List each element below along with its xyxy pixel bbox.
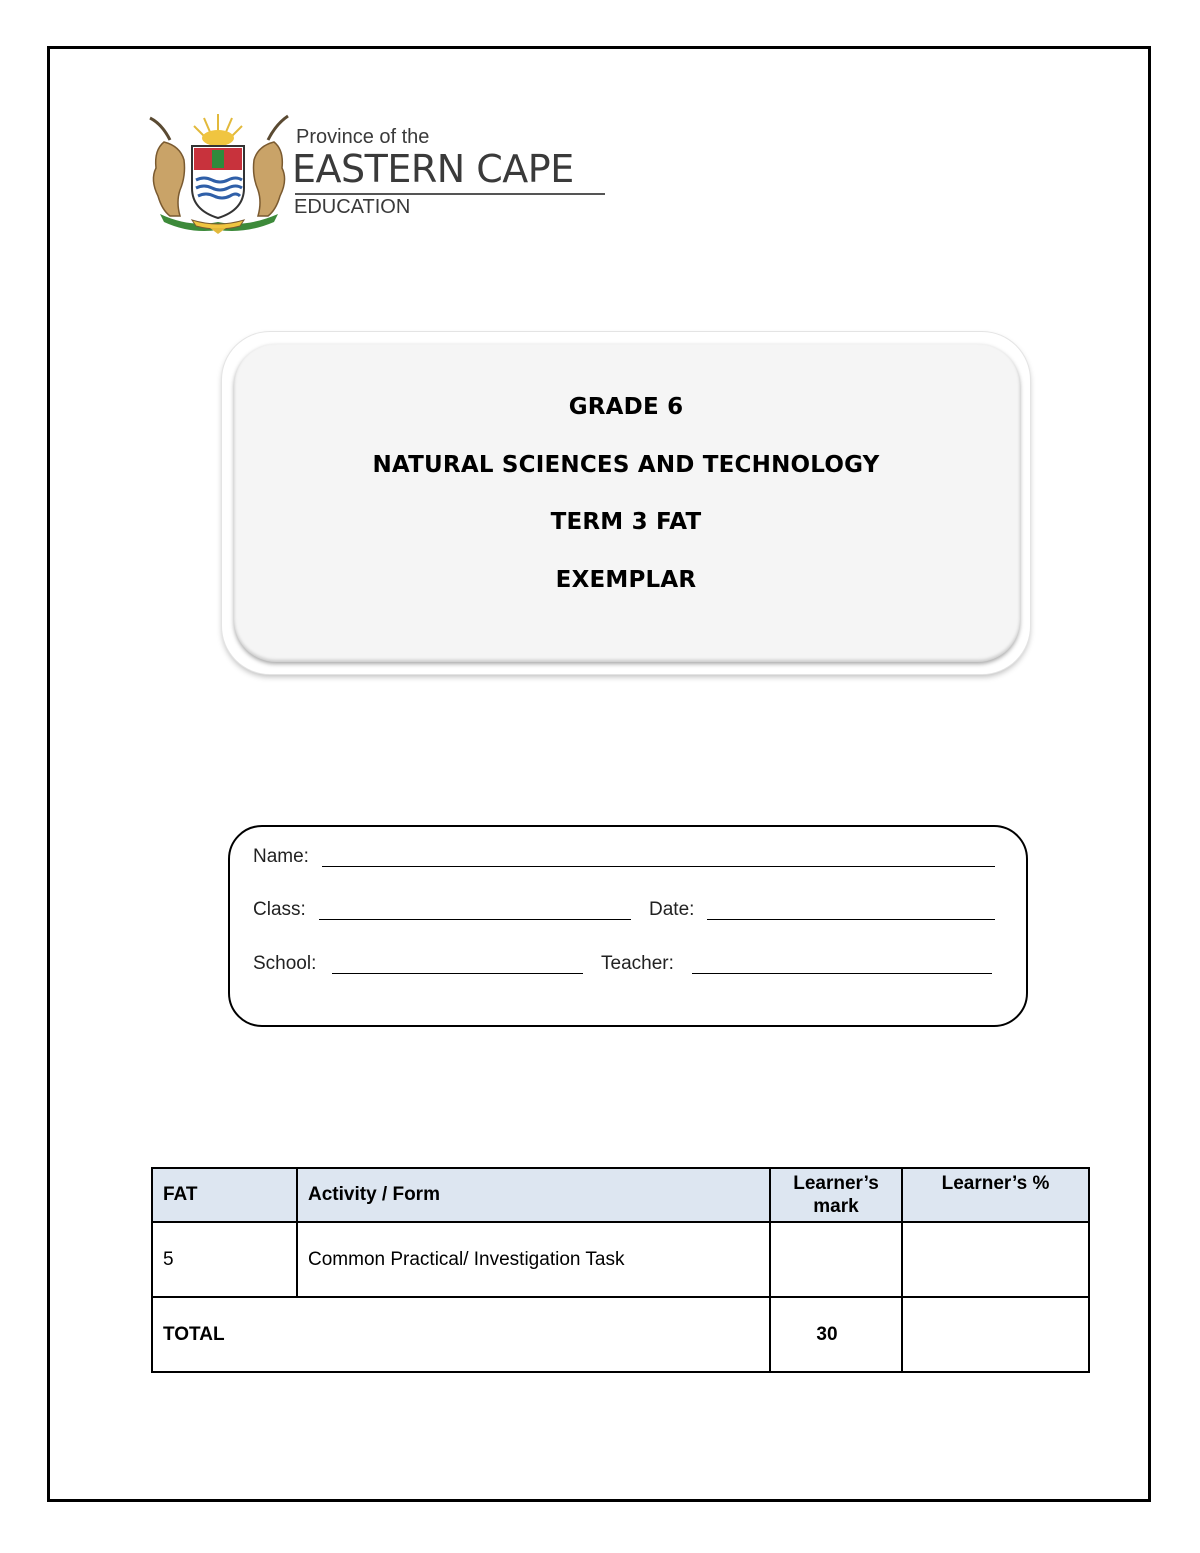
- subject-title: NATURAL SCIENCES AND TECHNOLOGY: [372, 452, 880, 478]
- header-activity: Activity / Form: [297, 1168, 770, 1222]
- fat-number-cell: 5: [152, 1222, 297, 1297]
- name-label: Name:: [253, 846, 309, 867]
- total-row: [152, 1297, 1089, 1372]
- header-learner-percent: Learner’s %: [902, 1168, 1089, 1222]
- logo-education-text: EDUCATION: [294, 196, 411, 218]
- learner-percent-cell[interactable]: [902, 1222, 1089, 1297]
- logo-divider: [295, 193, 605, 195]
- grade-title: GRADE 6: [568, 394, 684, 420]
- total-label-cell: TOTAL: [152, 1297, 770, 1372]
- table-row: [152, 1222, 1089, 1297]
- date-field[interactable]: [707, 919, 995, 920]
- school-field[interactable]: [332, 973, 583, 974]
- date-label: Date:: [649, 899, 695, 920]
- title-box: [234, 344, 1020, 662]
- header-learner-mark: Learner’s mark: [770, 1168, 902, 1222]
- coat-of-arms-icon: [140, 110, 300, 235]
- fat-marks-table: [151, 1167, 1090, 1373]
- logo-province-text: Province of the: [296, 126, 430, 148]
- teacher-label: Teacher:: [601, 953, 674, 974]
- table-header-row: [152, 1168, 1089, 1222]
- header-fat: FAT: [152, 1168, 297, 1222]
- learner-mark-cell[interactable]: [770, 1222, 902, 1297]
- school-label: School:: [253, 953, 317, 974]
- total-percent-cell[interactable]: [902, 1297, 1089, 1372]
- learner-info-box: [228, 825, 1028, 1027]
- class-field[interactable]: [319, 919, 631, 920]
- term-title: TERM 3 FAT: [550, 509, 702, 535]
- activity-cell: Common Practical/ Investigation Task: [297, 1222, 770, 1297]
- total-mark-cell: 30: [770, 1297, 902, 1372]
- logo-eastern-cape-text: EASTERN CAPE: [292, 147, 574, 191]
- name-field[interactable]: [322, 866, 995, 867]
- eastern-cape-logo: [140, 110, 620, 235]
- teacher-field[interactable]: [692, 973, 992, 974]
- class-label: Class:: [253, 899, 306, 920]
- exemplar-title: EXEMPLAR: [555, 567, 697, 593]
